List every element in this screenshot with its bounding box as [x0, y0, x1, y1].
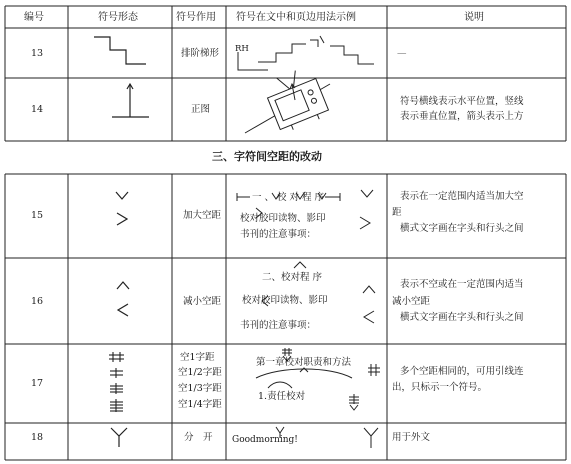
row-15-function: 加大空距: [183, 210, 222, 221]
step-example-icon: [238, 36, 374, 70]
row-14-note-line-1: 符号横线表示水平位置，竖线: [400, 96, 524, 107]
row-16-example-line-1: 二、校对程 序: [262, 272, 323, 283]
row-17-example-line-1: 第一章校对职责和方法: [256, 357, 352, 368]
header-example: 符号在文中和页边用法示例: [236, 12, 356, 23]
row-14-number: 14: [31, 104, 44, 115]
header-shape: 符号形态: [98, 12, 138, 23]
separate-symbol-icon: [111, 428, 127, 447]
row-16-example-line-2: 校对胶印读物、影印: [242, 295, 328, 306]
row-16-function: 减小空距: [183, 296, 222, 307]
row-13-number: 13: [31, 48, 44, 59]
row-15-example-line-1: 一、校对程序: [252, 192, 328, 203]
upright-symbol-icon: [112, 84, 149, 117]
section-title: 三、字符间空距的改动: [212, 150, 322, 163]
space-symbol-icons: [109, 352, 124, 412]
row-17-function-4: 空1/4字距: [178, 399, 222, 410]
header-number: 编号: [24, 12, 44, 23]
row-13-example-marker: RH: [235, 44, 249, 54]
row-17-function-3: 空1/3字距: [178, 383, 222, 394]
header-function: 符号作用: [176, 12, 216, 23]
increase-space-symbol-icon: [116, 192, 128, 225]
row-16-number: 16: [31, 296, 44, 307]
row-13-function: 排阶梯形: [181, 48, 220, 59]
reduce-space-symbol-icon: [117, 282, 129, 316]
row-17-number: 17: [31, 378, 44, 389]
header-note: 说明: [464, 12, 484, 23]
row-14-function: 正图: [191, 104, 211, 115]
row-16-note-line-3: 横式文字画在字头和行头之间: [400, 312, 524, 323]
row-18-function: 分 开: [184, 432, 213, 443]
row-15-example-line-3: 书刊的注意事项：: [240, 229, 317, 240]
row-15-note-line-3: 横式文字画在字头和行头之间: [400, 223, 524, 234]
row-15-note-line-2: 距: [392, 207, 402, 218]
row-17-note-line-2: 出，只标示一个符号。: [392, 382, 488, 393]
row-17-function-1: 空1字距: [180, 352, 215, 363]
row-18-note: 用于外文: [392, 432, 431, 443]
row-17-example-line-2: 1.责任校对: [258, 391, 306, 402]
row-17-function-2: 空1/2字距: [178, 367, 222, 378]
row-16-note-line-2: 减小空距: [392, 296, 431, 307]
row-17-note-line-1: 多个空距相同的，可用引线连: [400, 366, 524, 377]
row-15-example-line-2: 校对胶印读物、影印: [240, 213, 326, 224]
row-18-example: Goodmorning!: [232, 435, 298, 445]
row-14-note-line-2: 表示垂直位置，箭头表示上方: [400, 111, 524, 122]
step-symbol-icon: [94, 37, 146, 64]
row-13-note: —: [397, 48, 407, 59]
row-15-number: 15: [31, 210, 44, 221]
row-16-example-line-3: 书刊的注意事项：: [240, 320, 317, 331]
row-18-number: 18: [31, 432, 44, 443]
row-15-note-line-1: 表示在一定范围内适当加大空: [400, 191, 524, 202]
tilted-tv-icon: [245, 65, 330, 135]
row-16-note-line-1: 表示不空或在一定范围内适当: [400, 279, 524, 290]
